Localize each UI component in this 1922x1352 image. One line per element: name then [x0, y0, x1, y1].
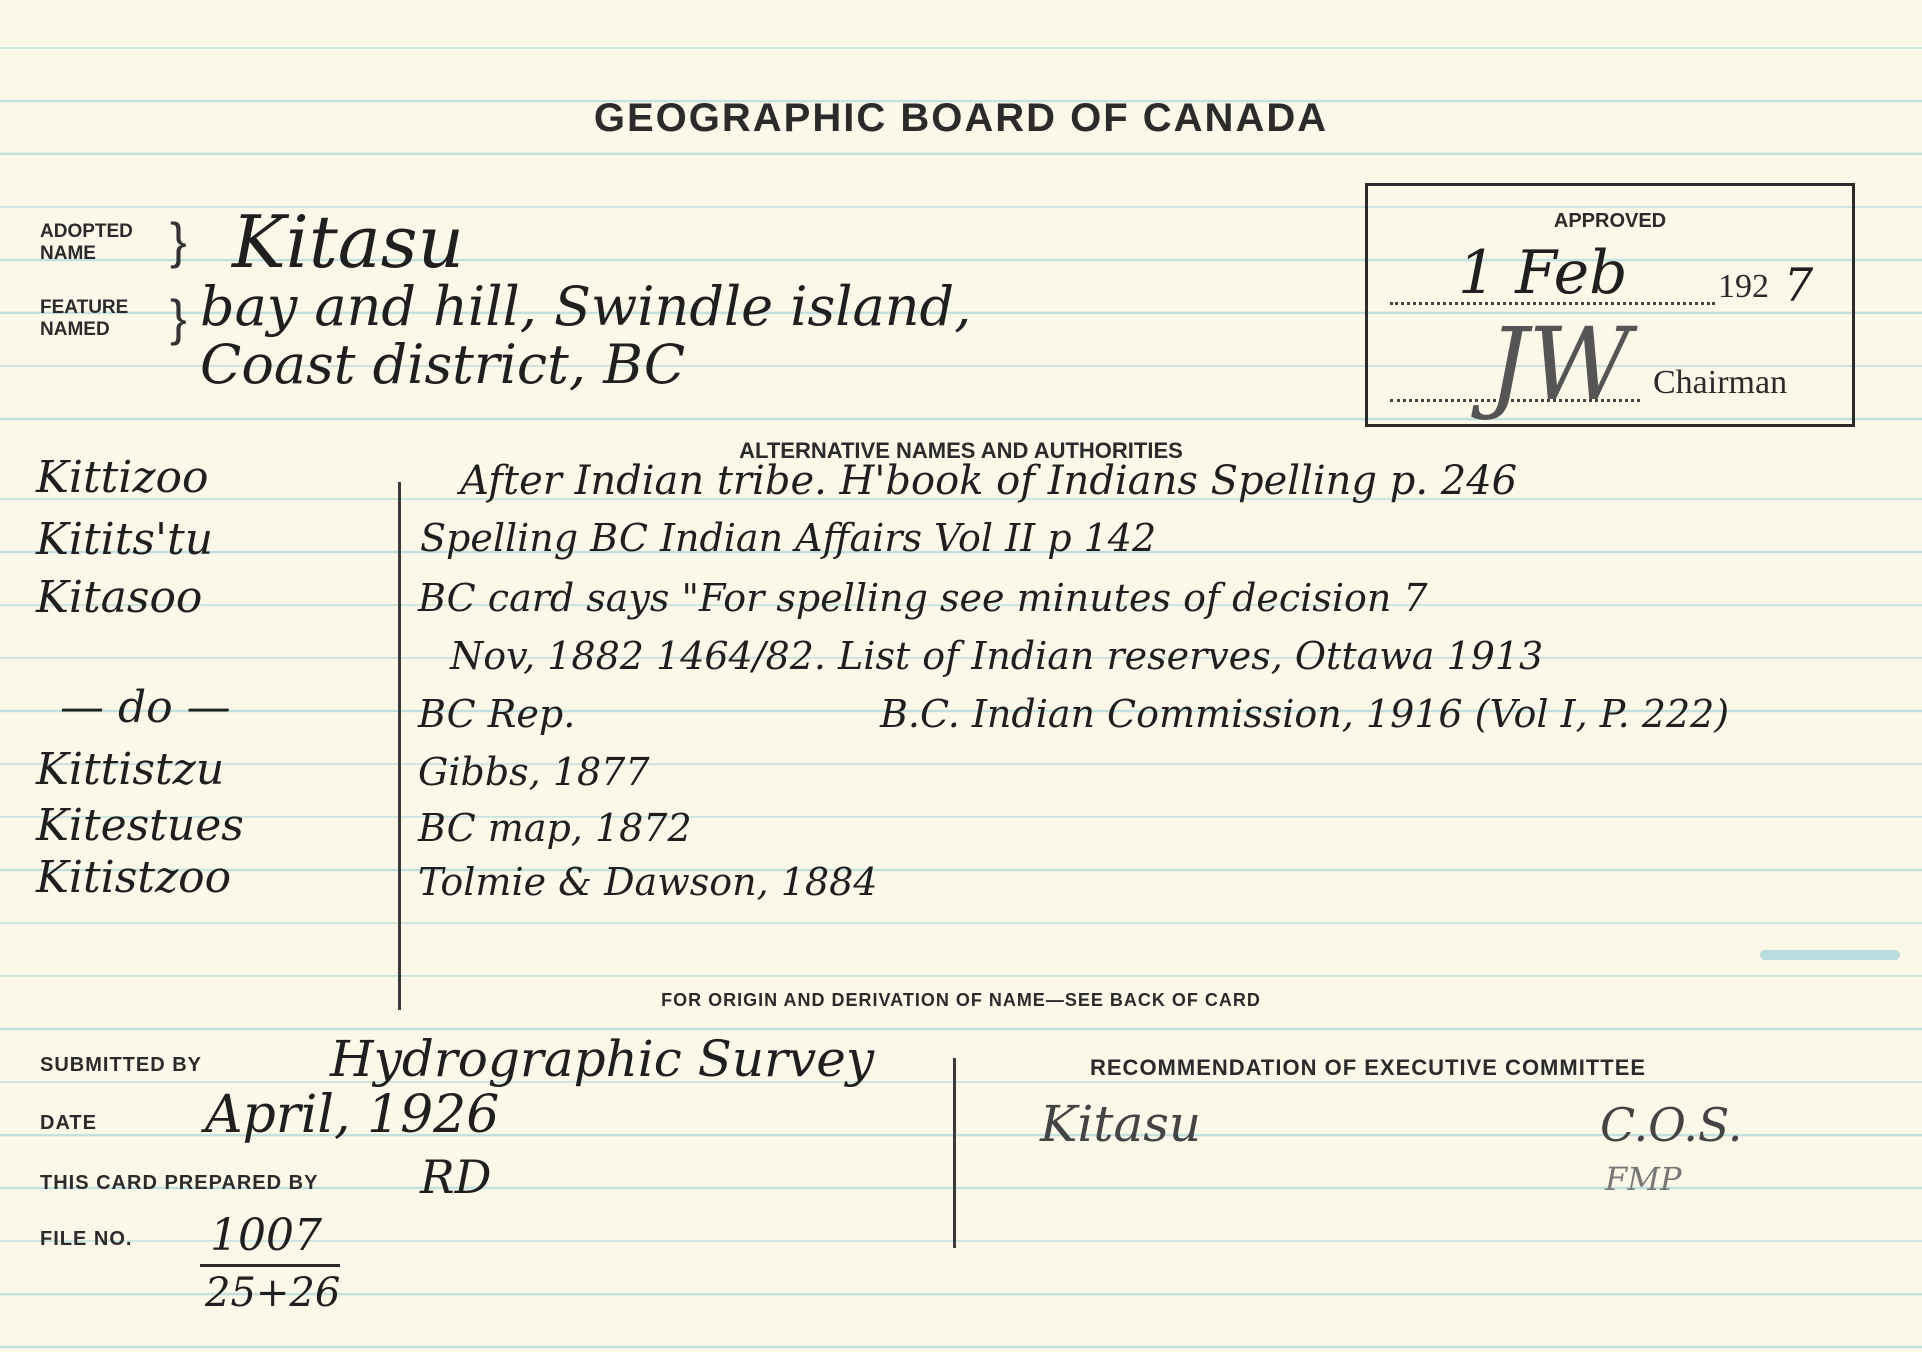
authority-2: Spelling BC Indian Affairs Vol II p 142	[420, 516, 1157, 560]
brace-feature: }	[170, 290, 187, 346]
approved-title: APPROVED	[1553, 210, 1667, 232]
recommendation-divider	[953, 1058, 956, 1248]
recommendation-mark: FMP	[1605, 1160, 1682, 1198]
chairman-initials: JW	[1488, 306, 1631, 423]
feature-named-label	[40, 297, 170, 341]
card-title: GEOGRAPHIC BOARD OF CANADA	[593, 96, 1329, 140]
alt-name-2: Kitits'tu	[36, 514, 214, 565]
approved-date: 1 Feb	[1458, 238, 1628, 308]
chairman-label: Chairman	[1653, 364, 1788, 401]
authority-6: B.C. Indian Commission, 1916 (Vol I, P. 222)	[880, 692, 1730, 736]
alt-name-7: Kitistzoo	[36, 852, 232, 903]
approved-year-handwritten: 7	[1784, 258, 1814, 312]
origin-note: FOR ORIGIN AND DERIVATION OF NAME—SEE BACK OF CARD	[661, 990, 1261, 1010]
alternative-names-divider	[398, 482, 401, 1010]
file-no-label: FILE NO.	[40, 1228, 133, 1250]
alt-name-5: Kittistzu	[36, 744, 225, 795]
prepared-by-value: RD	[420, 1150, 492, 1204]
feature-named-label-text: FEATURE NAMED	[40, 297, 129, 340]
alt-name-1: Kittizoo	[36, 452, 209, 503]
submitted-by-label: SUBMITTED BY	[40, 1054, 202, 1076]
prepared-by-label: THIS CARD PREPARED BY	[40, 1172, 319, 1194]
recommendation-label: RECOMMENDATION OF EXECUTIVE COMMITTEE	[1090, 1055, 1647, 1080]
submitted-by-value: Hydrographic Survey	[330, 1030, 875, 1088]
authority-5: BC Rep.	[418, 692, 576, 736]
alt-name-3: Kitasoo	[36, 572, 203, 623]
recommendation-initials: C.O.S.	[1600, 1098, 1743, 1152]
alt-name-4: — do —	[60, 682, 231, 733]
feature-line-1: bay and hill, Swindle island,	[200, 275, 972, 338]
ink-smudge	[1760, 950, 1900, 960]
adopted-name-label-text: ADOPTED NAME	[40, 221, 133, 264]
file-sub-value: 25+26	[205, 1270, 341, 1316]
date-value: April, 1926	[205, 1085, 500, 1145]
adopted-name-label	[40, 221, 170, 265]
recommendation-name: Kitasu	[1040, 1095, 1202, 1153]
authority-8: BC map, 1872	[418, 806, 692, 850]
authority-3: BC card says "For spelling see minutes of decision 7	[418, 576, 1428, 620]
adopted-name: Kitasu	[232, 200, 464, 284]
file-no-value: 1007	[210, 1210, 322, 1261]
authority-1: After Indian tribe. H'book of Indians Spelling p. 246	[460, 458, 1518, 504]
file-no-underline	[200, 1264, 340, 1267]
feature-line-2: Coast district, BC	[200, 333, 686, 396]
approved-box	[1365, 183, 1855, 427]
approved-year-printed: 192	[1718, 268, 1769, 305]
brace-adopted: }	[170, 213, 187, 269]
alt-name-6: Kitestues	[36, 800, 244, 851]
authority-4: Nov, 1882 1464/82. List of Indian reserves, Ottawa 1913	[450, 634, 1544, 678]
authority-9: Tolmie & Dawson, 1884	[418, 860, 878, 904]
authority-7: Gibbs, 1877	[418, 750, 650, 794]
alternative-names-heading: ALTERNATIVE NAMES AND AUTHORITIES	[739, 438, 1183, 463]
date-label: DATE	[40, 1112, 97, 1134]
